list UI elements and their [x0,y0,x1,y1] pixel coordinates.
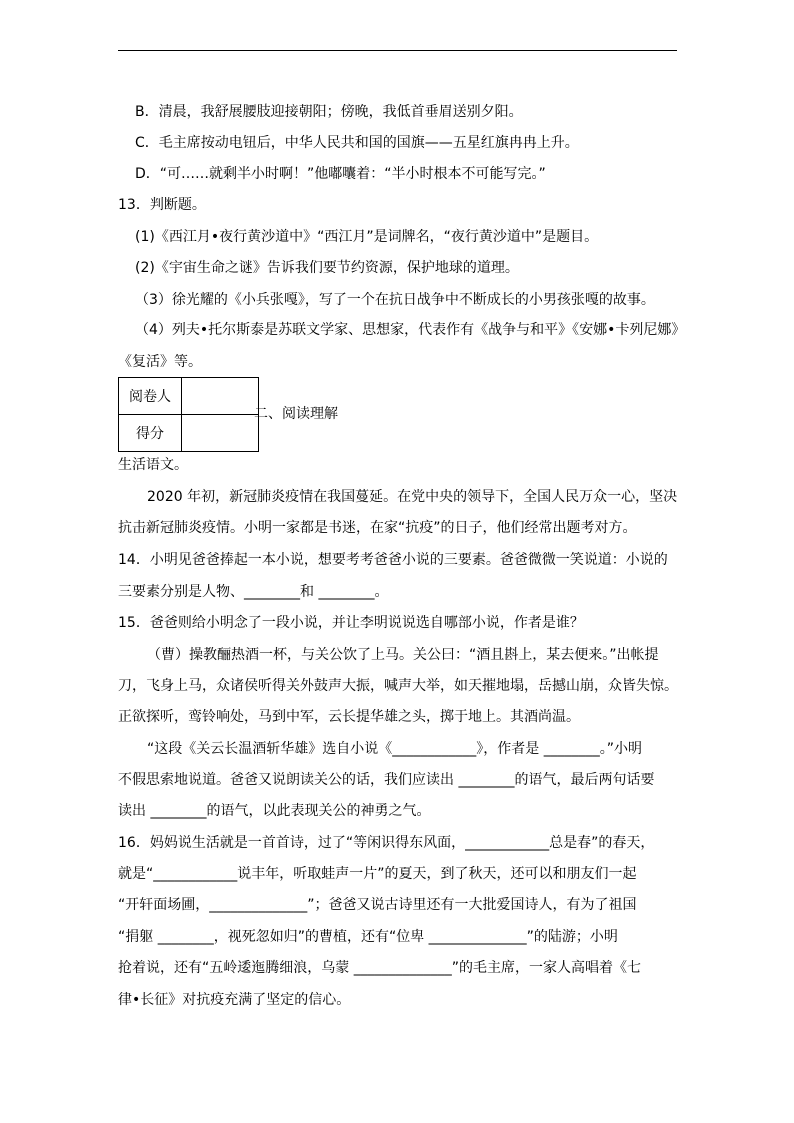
q15-answer-line: “这段《关云长温酒斩华雄》选自小说《____________》，作者是 ________。”小明 [147,741,642,757]
q16-line: “开轩面场圃，______________”；爸爸又说古诗里还有一大批爱国诗人，有为了祖国 [118,897,637,913]
q13-item-2: (2)《宇宙生命之谜》告诉我们要节约资源，保护地球的道理。 [135,260,519,276]
reviewer-label: 阅卷人 [119,378,182,415]
q13-item-3: （3）徐光耀的《小兵张嘎》，写了一个在抗日战争中不断成长的小男孩张嘎的故事。 [135,292,655,308]
q16-line: 就是“____________说丰年，听取蛙声一片”的夏天，到了秋天，还可以和朋友们一起 [118,866,637,882]
passage-line: 抗击新冠肺炎疫情。小明一家都是书迷，在家“抗疫”的日子，他们经常出题考对方。 [118,520,637,536]
q15-excerpt-line: （曹）操教酾热酒一杯，与关公饮了上马。关公曰：“酒且斟上，某去便来。”出帐提 [147,647,659,663]
q16-line: 抢着说，还有“五岭逶迤腾细浪，乌蒙 ______________”的毛主席，一家人高唱着《七 [118,960,641,976]
q12-option-c: C．毛主席按动电钮后，中华人民共和国的国旗——五星红旗冉冉上升。 [135,135,579,151]
passage-heading: 生活语文。 [118,457,188,473]
q16-line: 16．妈妈说生活就是一首首诗，过了“等闲识得东风面，____________总是春”的春天， [118,835,655,851]
q13-item-1: (1)《西江月•夜行黄沙道中》“西江月”是词牌名，“夜行黄沙道中”是题目。 [135,229,599,245]
q15-answer-line: 读出 ________的语气，以此表现关公的神勇之气。 [118,803,431,819]
q13-item-4-cont: 《复活》等。 [118,354,202,370]
reviewer-cell [182,378,259,415]
header-rule [118,50,677,51]
score-cell [182,415,259,452]
q15-answer-line: 不假思索地说道。爸爸又说朗读关公的话，我们应读出 ________的语气，最后两句话要 [118,772,655,788]
q12-option-b: B．清晨，我舒展腰肢迎接朝阳；傍晚，我低首垂眉送别夕阳。 [135,104,523,120]
score-label: 得分 [119,415,182,452]
section-title: 二、阅读理解 [254,406,338,422]
q13-item-4: （4）列夫•托尔斯泰是苏联文学家、思想家，代表作有《战争与和平》《安娜•卡列尼娜》 [135,322,686,338]
q13-title: 13．判断题。 [118,197,206,213]
q14-line: 14．小明见爸爸捧起一本小说，想要考考爸爸小说的三要素。爸爸微微一笑说道：小说的 [118,552,668,568]
passage-line: 2020 年初，新冠肺炎疫情在我国蔓延。在党中央的领导下，全国人民万众一心，坚决 [147,489,678,505]
q16-line: 律•长征》对抗疫充满了坚定的信心。 [118,992,351,1008]
q14-line: 三要素分别是人物、________和 ________。 [118,584,389,600]
q15-excerpt-line: 正欲探听，鸾铃响处，马到中军，云长提华雄之头，掷于地上。其酒尚温。 [118,709,580,725]
q12-option-d: D．“可……就剩半小时啊！”他嘟囔着：“半小时根本不可能写完。” [135,166,546,182]
q15-title: 15．爸爸则给小明念了一段小说，并让李明说说选自哪部小说，作者是谁？ [118,615,584,631]
q15-excerpt-line: 刀，飞身上马，众诸侯听得关外鼓声大振，喊声大举，如天摧地塌，岳撼山崩，众皆失惊。 [118,678,678,694]
score-table [118,377,259,452]
q16-line: “捐躯 ________，视死忽如归”的曹植，还有“位卑 ______________”的陆游；小明 [118,929,618,945]
